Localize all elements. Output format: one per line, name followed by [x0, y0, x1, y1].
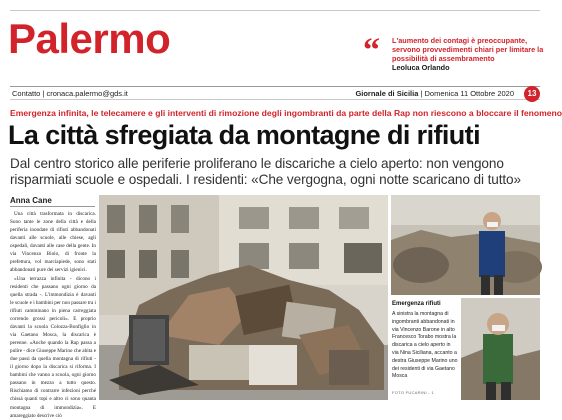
- side-photo: [391, 195, 540, 295]
- byline-divider: [10, 206, 95, 207]
- body-paragraph: Una città trasformata in discarica. Sono tante le zone della città e della periferia inondate di rifiuti abbandonati davanti alle scuole, alle chiese, agli ospedali, davanti alle case della gente. In via Vincenzo Biolo, di fronte la prefettura, vol marciapiede, sono stati abbandonati pure dei servizi igienici.: [10, 211, 96, 274]
- section-title: Palermo: [8, 15, 171, 62]
- paper-date-line: Giornale di Sicilia | Domenica 11 Ottobre 2020: [355, 89, 514, 98]
- resident-photo-image: [461, 298, 540, 400]
- info-bar: [10, 86, 540, 100]
- top-divider: [10, 10, 540, 11]
- pull-quote-author: Leoluca Orlando: [392, 63, 450, 73]
- paper-name: Giornale di Sicilia: [355, 89, 419, 98]
- main-photo: [99, 195, 388, 400]
- pull-quote: [392, 36, 544, 72]
- body-paragraph: «Una terrazza infinita - dicono i residenti che passano ogni giorno da quella strada -. L'immondizia è davanti le scuole e i bambini per non passare tra i rifiuti camminano in piena carreggiata correndo grossi pericoli». E proprio davanti la scuola Colozza-Bonfiglio in via Gaetano Mosca, la discarica è perenne. «Anche quando la Rap passa a pulire - dice Giuseppe Marino che abita e due passi da quella montagna di rifiuti - il giorno dopo la discarica si riforma. I bambini che vanno a scuola, ogni giorno passano in mezzo a tutto questo. Rischiamo di contrarre infezioni perché chissà quanti topi e altro ci sono quanta montagna di immondizia». E amareggiato descrive ciò: [10, 275, 96, 419]
- page-masthead: [0, 0, 550, 86]
- pull-quote-text: L'aumento dei contagi è preoccupante, servono provvedimenti chiari per limitare la possibilità di assembramento: [392, 36, 544, 64]
- caption-body: A sinistra la montagna di ingombranti abbandonati in via Vincenzo Barone in alto Francesco Torabo mostra la discarica a cielo aperto in via Nina Siciliana, accanto a destra Giuseppe Marino uno dei residenti di via Gaetano Mosca: [392, 311, 458, 380]
- side-photo-image: [391, 195, 540, 295]
- issue-date: Domenica 11 Ottobre 2020: [424, 89, 514, 98]
- byline: Anna Cane: [10, 196, 52, 205]
- main-photo-image: [99, 195, 388, 400]
- article-subhead: Dal centro storico alle periferie proliferano le discariche a cielo aperto: non vengono risparmiati scuole e ospedali. I residenti: «Che vergogna, ogni notte scaricano di tutto»: [10, 156, 521, 188]
- article-body: [10, 210, 96, 419]
- contact-email[interactable]: Contatto | cronaca.palermo@gds.it: [12, 89, 128, 98]
- caption-title: Emergenza rifiuti: [392, 301, 441, 307]
- resident-photo: [461, 298, 540, 400]
- photo-credit: FOTO FUCARINI - 1: [392, 390, 434, 395]
- article-headline: La città sfregiata da montagne di rifiuti: [8, 120, 480, 150]
- quote-icon: “: [363, 32, 380, 69]
- page-number-badge: 13: [524, 86, 540, 102]
- article-kicker: Emergenza infinita, le telecamere e gli interventi di rimozione degli ingombranti da parte della Rap non riescono a bloccare il fenomeno: [10, 108, 562, 118]
